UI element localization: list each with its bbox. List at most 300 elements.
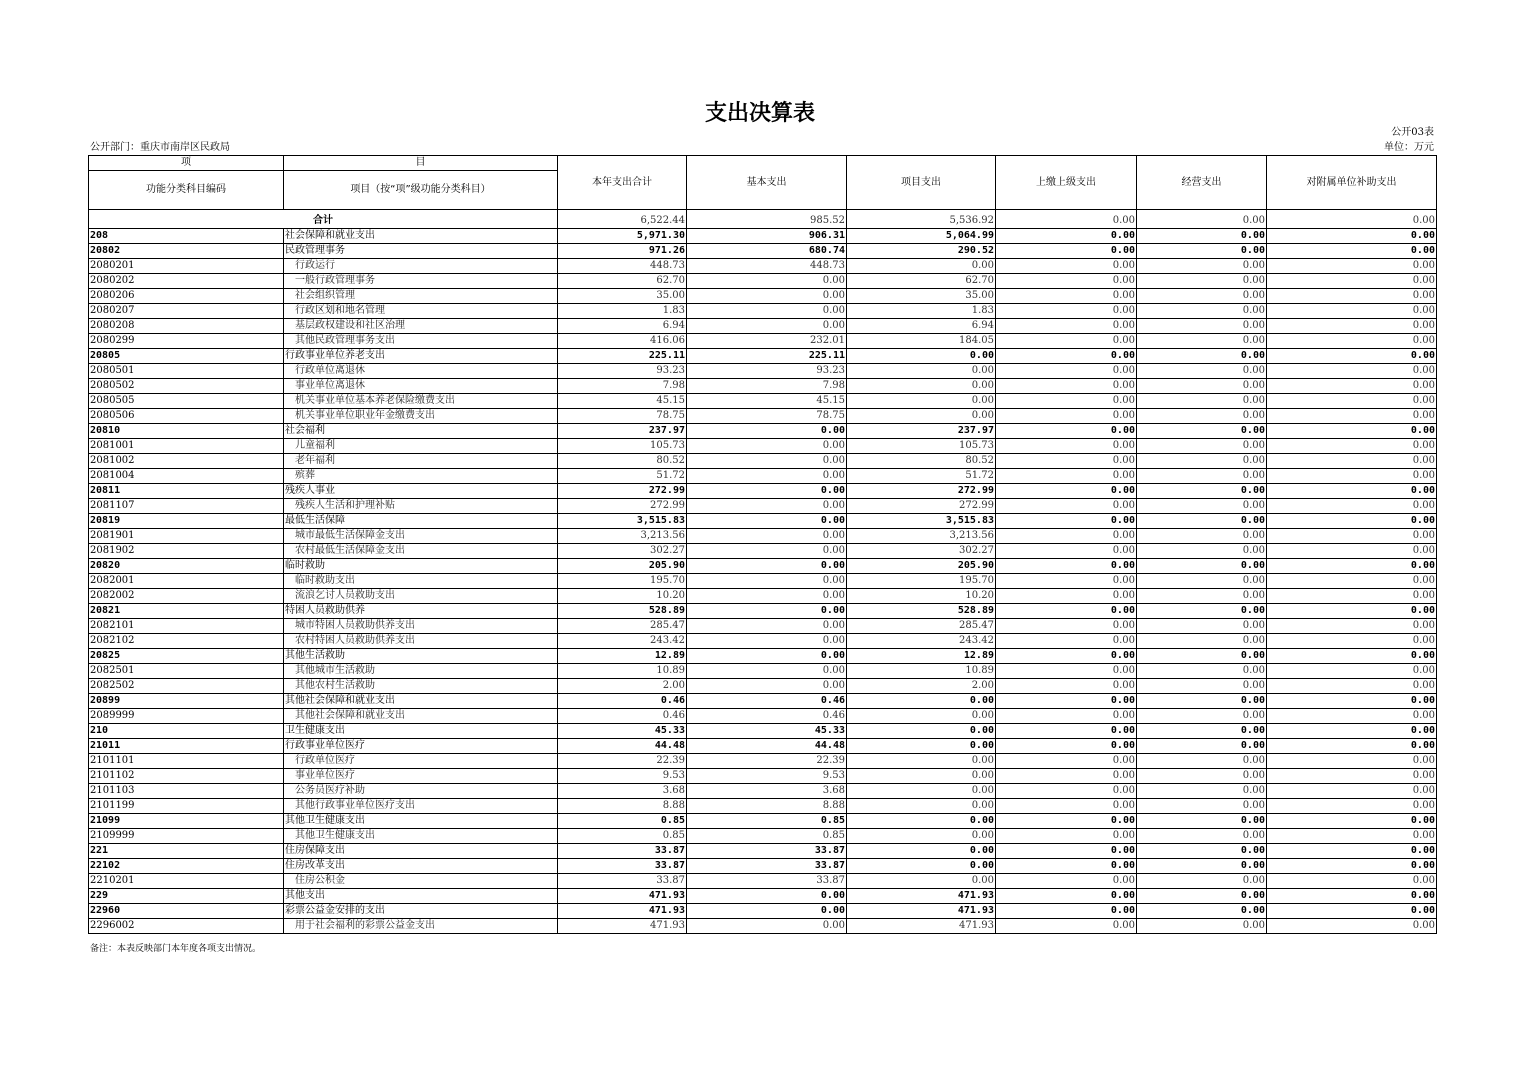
total-value: 5,536.92 [847,210,996,229]
row-name-text: 其他支出 [285,890,325,901]
row-name [284,709,558,724]
row-value: 0.00 [1267,739,1437,754]
row-value: 0.00 [687,649,847,664]
row-name-text: 流浪乞讨人员救助支出 [295,590,395,601]
row-code: 2081004 [89,469,284,484]
row-value: 0.00 [1267,679,1437,694]
total-value: 985.52 [687,210,847,229]
row-value: 448.73 [687,259,847,274]
row-value: 0.00 [1267,829,1437,844]
table-row [89,574,1437,589]
row-value: 225.11 [687,349,847,364]
row-value: 10.20 [847,589,996,604]
row-value: 0.00 [996,769,1137,784]
row-code: 2080206 [89,289,284,304]
row-name [284,229,558,244]
row-code: 2082501 [89,664,284,679]
row-value: 78.75 [558,409,687,424]
row-value: 0.00 [1267,784,1437,799]
row-value: 0.85 [558,829,687,844]
row-value: 0.00 [1267,919,1437,934]
row-name [284,454,558,469]
table-row [89,439,1437,454]
row-name-text: 住房改革支出 [285,860,345,871]
row-value: 0.00 [996,664,1137,679]
row-value: 0.00 [1137,844,1267,859]
row-value: 0.00 [847,799,996,814]
row-value: 0.00 [1137,259,1267,274]
row-value: 0.00 [1137,919,1267,934]
row-code: 20810 [89,424,284,439]
row-name [284,529,558,544]
row-value: 195.70 [558,574,687,589]
row-value: 0.00 [996,244,1137,259]
row-value: 0.00 [1137,274,1267,289]
row-value: 205.90 [558,559,687,574]
row-value: 3,213.56 [558,529,687,544]
row-code: 2109999 [89,829,284,844]
row-value: 0.00 [687,304,847,319]
row-value: 0.00 [1267,649,1437,664]
row-name-text: 卫生健康支出 [285,725,345,736]
row-value: 80.52 [558,454,687,469]
table-row [89,499,1437,514]
row-value: 8.88 [558,799,687,814]
row-value: 0.00 [1267,754,1437,769]
header-mu: 目 [284,156,558,171]
row-value: 0.00 [996,379,1137,394]
row-code: 22102 [89,859,284,874]
row-value: 0.00 [996,319,1137,334]
total-value: 0.00 [1267,210,1437,229]
row-name-text: 社会福利 [285,425,325,436]
row-value: 0.00 [1137,709,1267,724]
row-code: 229 [89,889,284,904]
table-row [89,289,1437,304]
row-name [284,244,558,259]
row-value: 0.00 [1267,544,1437,559]
row-value: 0.00 [996,889,1137,904]
department-label: 公开部门：重庆市南岸区民政局 [90,142,230,153]
row-name-text: 农村最低生活保障金支出 [295,545,405,556]
row-name-text: 行政事业单位医疗 [285,740,365,751]
row-name-text: 其他社会保障和就业支出 [295,710,405,721]
table-row [89,529,1437,544]
row-value: 93.23 [558,364,687,379]
row-value: 0.00 [847,409,996,424]
row-value: 285.47 [558,619,687,634]
row-value: 205.90 [847,559,996,574]
row-name-text: 老年福利 [295,455,335,466]
table-row [89,754,1437,769]
row-value: 0.00 [1137,409,1267,424]
row-name-text: 殡葬 [295,470,315,481]
row-name [284,259,558,274]
row-value: 0.00 [1137,754,1267,769]
row-code: 21099 [89,814,284,829]
total-row [89,210,1437,229]
row-value: 528.89 [558,604,687,619]
row-value: 0.00 [996,634,1137,649]
row-value: 0.00 [1267,364,1437,379]
row-name-text: 民政管理事务 [285,245,345,256]
row-value: 45.33 [687,724,847,739]
row-value: 51.72 [558,469,687,484]
row-value: 0.00 [1137,514,1267,529]
row-value: 2.00 [558,679,687,694]
row-value: 0.00 [996,484,1137,499]
row-value: 0.00 [1137,874,1267,889]
row-code: 2210201 [89,874,284,889]
table-row [89,364,1437,379]
row-name-text: 行政运行 [295,260,335,271]
table-row [89,739,1437,754]
row-code: 20819 [89,514,284,529]
row-value: 0.00 [996,574,1137,589]
row-name [284,619,558,634]
table-row [89,664,1437,679]
row-value: 0.00 [1267,859,1437,874]
row-code: 210 [89,724,284,739]
row-value: 232.01 [687,334,847,349]
row-name [284,409,558,424]
row-code: 2080502 [89,379,284,394]
row-value: 0.00 [996,349,1137,364]
row-value: 0.00 [687,319,847,334]
table-row [89,274,1437,289]
row-name-text: 其他卫生健康支出 [285,815,365,826]
header-code: 功能分类科目编码 [89,171,284,210]
row-value: 0.00 [847,829,996,844]
row-name-text: 机关事业单位基本养老保险缴费支出 [295,395,455,406]
total-label: 合计 [89,210,558,229]
row-value: 0.00 [1137,484,1267,499]
row-name [284,589,558,604]
row-value: 0.00 [847,724,996,739]
row-value: 0.00 [1137,454,1267,469]
row-name-text: 社会保障和就业支出 [285,230,375,241]
row-value: 0.00 [996,859,1137,874]
row-code: 20899 [89,694,284,709]
row-value: 8.88 [687,799,847,814]
table-row [89,559,1437,574]
row-value: 0.85 [687,829,847,844]
row-value: 0.00 [1267,724,1437,739]
table-row [89,349,1437,364]
row-value: 45.15 [558,394,687,409]
row-code: 221 [89,844,284,859]
table-row [89,604,1437,619]
row-value: 105.73 [558,439,687,454]
row-value: 0.46 [558,694,687,709]
row-value: 0.00 [1137,904,1267,919]
row-value: 0.00 [847,754,996,769]
row-value: 51.72 [847,469,996,484]
row-name [284,724,558,739]
row-value: 3.68 [687,784,847,799]
row-value: 243.42 [847,634,996,649]
row-value: 0.00 [1137,364,1267,379]
row-value: 62.70 [847,274,996,289]
row-value: 3.68 [558,784,687,799]
row-value: 0.00 [1137,424,1267,439]
row-value: 0.00 [996,709,1137,724]
row-code: 2082001 [89,574,284,589]
table-row [89,694,1437,709]
row-value: 6.94 [847,319,996,334]
row-value: 22.39 [687,754,847,769]
row-value: 0.00 [1137,229,1267,244]
table-row [89,424,1437,439]
row-name-text: 事业单位医疗 [295,770,355,781]
row-value: 0.00 [996,739,1137,754]
row-name [284,424,558,439]
row-value: 0.00 [1267,589,1437,604]
row-name [284,634,558,649]
expenditure-table [88,155,1437,934]
row-value: 0.00 [996,529,1137,544]
row-value: 0.00 [996,469,1137,484]
row-value: 0.00 [996,919,1137,934]
row-value: 285.47 [847,619,996,634]
row-value: 0.00 [687,469,847,484]
form-number: 公开03表 [1391,127,1434,138]
table-row [89,634,1437,649]
row-value: 0.00 [1267,289,1437,304]
row-name-text: 城市特困人员救助供养支出 [295,620,415,631]
row-name [284,319,558,334]
row-name-text: 特困人员救助供养 [285,605,365,616]
row-code: 2080299 [89,334,284,349]
row-value: 0.00 [996,844,1137,859]
table-row [89,514,1437,529]
row-value: 0.00 [1267,484,1437,499]
row-value: 237.97 [847,424,996,439]
row-name-text: 机关事业单位职业年金缴费支出 [295,410,435,421]
row-value: 680.74 [687,244,847,259]
row-value: 0.00 [996,259,1137,274]
row-value: 0.00 [847,259,996,274]
row-value: 0.00 [1137,589,1267,604]
row-value: 0.00 [1267,574,1437,589]
row-value: 0.00 [1137,889,1267,904]
row-value: 471.93 [558,919,687,934]
row-value: 12.89 [558,649,687,664]
row-value: 0.00 [847,694,996,709]
row-code: 20820 [89,559,284,574]
row-value: 0.00 [687,439,847,454]
row-name [284,379,558,394]
row-value: 0.00 [1137,334,1267,349]
row-code: 2081107 [89,499,284,514]
row-value: 5,971.30 [558,229,687,244]
table-row [89,619,1437,634]
row-value: 0.00 [996,274,1137,289]
row-value: 0.00 [1267,799,1437,814]
row-value: 3,515.83 [558,514,687,529]
row-value: 0.00 [996,619,1137,634]
row-name-text: 城市最低生活保障金支出 [295,530,405,541]
row-value: 1.83 [847,304,996,319]
row-value: 0.00 [1137,829,1267,844]
row-name [284,769,558,784]
table-row [89,589,1437,604]
row-name-text: 残疾人生活和护理补贴 [295,500,395,511]
row-code: 2101101 [89,754,284,769]
table-row [89,394,1437,409]
row-value: 0.00 [996,544,1137,559]
row-value: 0.00 [1267,349,1437,364]
total-value: 0.00 [1137,210,1267,229]
row-value: 0.00 [1137,304,1267,319]
row-value: 0.00 [847,814,996,829]
row-value: 0.00 [996,304,1137,319]
row-value: 225.11 [558,349,687,364]
row-value: 0.00 [1137,604,1267,619]
row-value: 272.99 [558,499,687,514]
row-value: 0.00 [1267,304,1437,319]
row-value: 0.00 [847,784,996,799]
row-value: 0.46 [687,709,847,724]
row-value: 0.00 [996,829,1137,844]
row-name-text: 其他民政管理事务支出 [295,335,395,346]
table-row [89,814,1437,829]
row-value: 416.06 [558,334,687,349]
row-value: 6.94 [558,319,687,334]
table-row [89,679,1437,694]
row-name [284,334,558,349]
row-value: 0.00 [996,814,1137,829]
row-code: 2082502 [89,679,284,694]
row-value: 9.53 [558,769,687,784]
table-row [89,904,1437,919]
row-value: 0.00 [1267,274,1437,289]
row-code: 2081002 [89,454,284,469]
row-value: 0.00 [687,454,847,469]
row-name-text: 其他卫生健康支出 [295,830,375,841]
row-code: 2080201 [89,259,284,274]
row-value: 0.00 [1267,844,1437,859]
row-name-text: 一般行政管理事务 [295,275,375,286]
row-value: 0.00 [687,664,847,679]
row-value: 0.00 [1137,694,1267,709]
row-value: 0.00 [1137,634,1267,649]
header-project: 项目支出 [847,156,996,210]
row-name [284,829,558,844]
row-name [284,499,558,514]
row-value: 45.15 [687,394,847,409]
row-value: 0.00 [996,604,1137,619]
row-value: 0.00 [1267,529,1437,544]
row-name [284,814,558,829]
row-value: 0.00 [847,844,996,859]
row-name [284,304,558,319]
row-code: 2081901 [89,529,284,544]
row-value: 45.33 [558,724,687,739]
row-value: 0.00 [1267,619,1437,634]
row-value: 471.93 [847,904,996,919]
row-value: 80.52 [847,454,996,469]
table-row [89,379,1437,394]
header-total: 本年支出合计 [558,156,687,210]
row-value: 0.00 [996,289,1137,304]
row-value: 0.00 [1137,619,1267,634]
row-value: 35.00 [558,289,687,304]
row-value: 0.00 [1267,379,1437,394]
row-value: 9.53 [687,769,847,784]
row-code: 21011 [89,739,284,754]
row-code: 20821 [89,604,284,619]
row-value: 0.00 [1267,424,1437,439]
row-code: 2101103 [89,784,284,799]
row-value: 0.00 [996,424,1137,439]
table-row [89,709,1437,724]
table-row [89,454,1437,469]
table-row [89,859,1437,874]
row-value: 0.00 [1137,544,1267,559]
row-value: 471.93 [558,889,687,904]
row-value: 0.00 [1267,319,1437,334]
row-value: 302.27 [558,544,687,559]
row-value: 471.93 [847,919,996,934]
row-value: 0.00 [1137,439,1267,454]
row-value: 0.00 [1267,229,1437,244]
row-value: 44.48 [558,739,687,754]
row-value: 0.00 [996,724,1137,739]
row-code: 208 [89,229,284,244]
row-value: 0.00 [847,859,996,874]
row-value: 528.89 [847,604,996,619]
row-value: 0.00 [1267,334,1437,349]
row-value: 0.00 [687,574,847,589]
row-value: 471.93 [847,889,996,904]
table-row [89,304,1437,319]
row-value: 272.99 [847,499,996,514]
header-basic: 基本支出 [687,156,847,210]
row-name [284,484,558,499]
row-name [284,754,558,769]
row-value: 0.00 [1137,349,1267,364]
row-value: 0.00 [1267,769,1437,784]
row-name-text: 行政单位医疗 [295,755,355,766]
row-value: 93.23 [687,364,847,379]
row-name-text: 行政区划和地名管理 [295,305,385,316]
row-value: 906.31 [687,229,847,244]
row-name [284,559,558,574]
row-value: 0.00 [1267,559,1437,574]
row-value: 0.00 [1137,379,1267,394]
row-value: 44.48 [687,739,847,754]
row-value: 33.87 [558,844,687,859]
row-code: 20825 [89,649,284,664]
row-value: 105.73 [847,439,996,454]
row-value: 1.83 [558,304,687,319]
row-name-text: 其他农村生活救助 [295,680,375,691]
row-name-text: 其他生活救助 [285,650,345,661]
row-value: 10.89 [847,664,996,679]
table-row [89,244,1437,259]
row-value: 0.00 [687,619,847,634]
row-value: 7.98 [558,379,687,394]
row-value: 10.20 [558,589,687,604]
row-code: 2080202 [89,274,284,289]
row-name-text: 事业单位离退休 [295,380,365,391]
row-value: 0.00 [687,679,847,694]
header-name: 项目（按“项”级功能分类科目） [284,171,558,210]
table-row [89,919,1437,934]
row-code: 2082102 [89,634,284,649]
row-code: 22960 [89,904,284,919]
